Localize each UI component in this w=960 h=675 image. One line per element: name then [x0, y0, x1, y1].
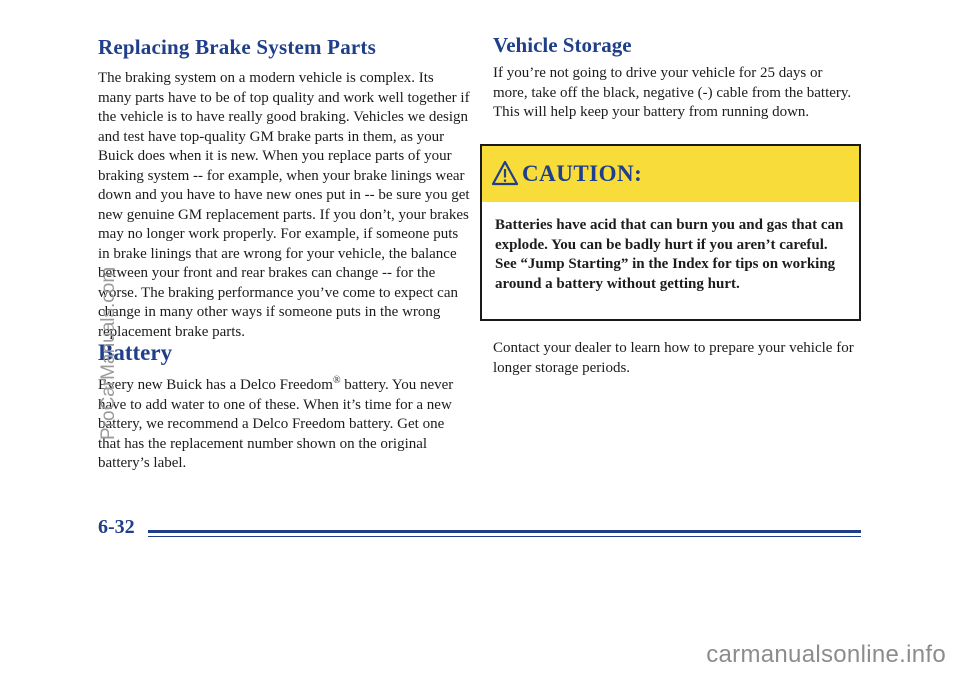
caution-text: Batteries have acid that can burn you and gas that can explode. You can be badly hurt if you aren’t careful. See “Jump Starting” in the Index for tips on working around a battery without getting hurt. — [495, 217, 844, 292]
battery-heading: Battery — [98, 340, 173, 365]
caution-header-bar — [482, 146, 859, 202]
caution-box — [480, 144, 861, 321]
battery-paragraph — [98, 371, 470, 474]
battery-text-end: battery. You never have to add water to one of these. When it’s time for a new battery, we recommend a Delco Freedom battery. Get one that has the replacement number shown on the original battery’s label. — [98, 377, 454, 471]
registered-mark: ® — [332, 375, 341, 386]
vehicle-storage-heading: Vehicle Storage — [493, 33, 632, 57]
vehicle-storage-paragraph: If you’re not going to drive your vehicle for 25 days or more, take off the black, negative (-) cable from the battery. This will help keep your battery from running down. — [493, 65, 852, 120]
footer-rule-thin — [148, 536, 861, 537]
footer-rule — [148, 530, 861, 533]
page-number: 6-32 — [98, 516, 135, 538]
warning-triangle-icon — [491, 160, 519, 186]
brake-parts-heading: Replacing Brake System Parts — [98, 35, 376, 59]
caution-title: CAUTION: — [522, 161, 643, 186]
bottom-watermark: carmanualsonline.info — [706, 641, 946, 668]
storage-contact-paragraph: Contact your dealer to learn how to prepare your vehicle for longer storage periods. — [493, 340, 854, 376]
side-watermark: ProCarManuals.com — [98, 266, 119, 440]
battery-text-start: Every new Buick has a Delco Freedom — [98, 377, 333, 393]
brake-parts-paragraph: The braking system on a modern vehicle is complex. Its many parts have to be of top quality and work well together if the vehicle is to have really good braking. Vehicles we design and test have top-quality GM brake parts in them, as your Buick does when it is new. When you replace parts of your braking system -- for example, when your brake linings wear down and you have to have new ones put in -- be sure you get new genuine GM replacement parts. If you don’t, your brakes may no longer work properly. For example, if someone puts in brake linings that are wrong for your vehicle, the balance between your front and rear brakes can change -- for the worse. The braking performance you’ve come to expect can change in many other ways if someone puts in the wrong replacement brake parts. — [98, 70, 470, 340]
